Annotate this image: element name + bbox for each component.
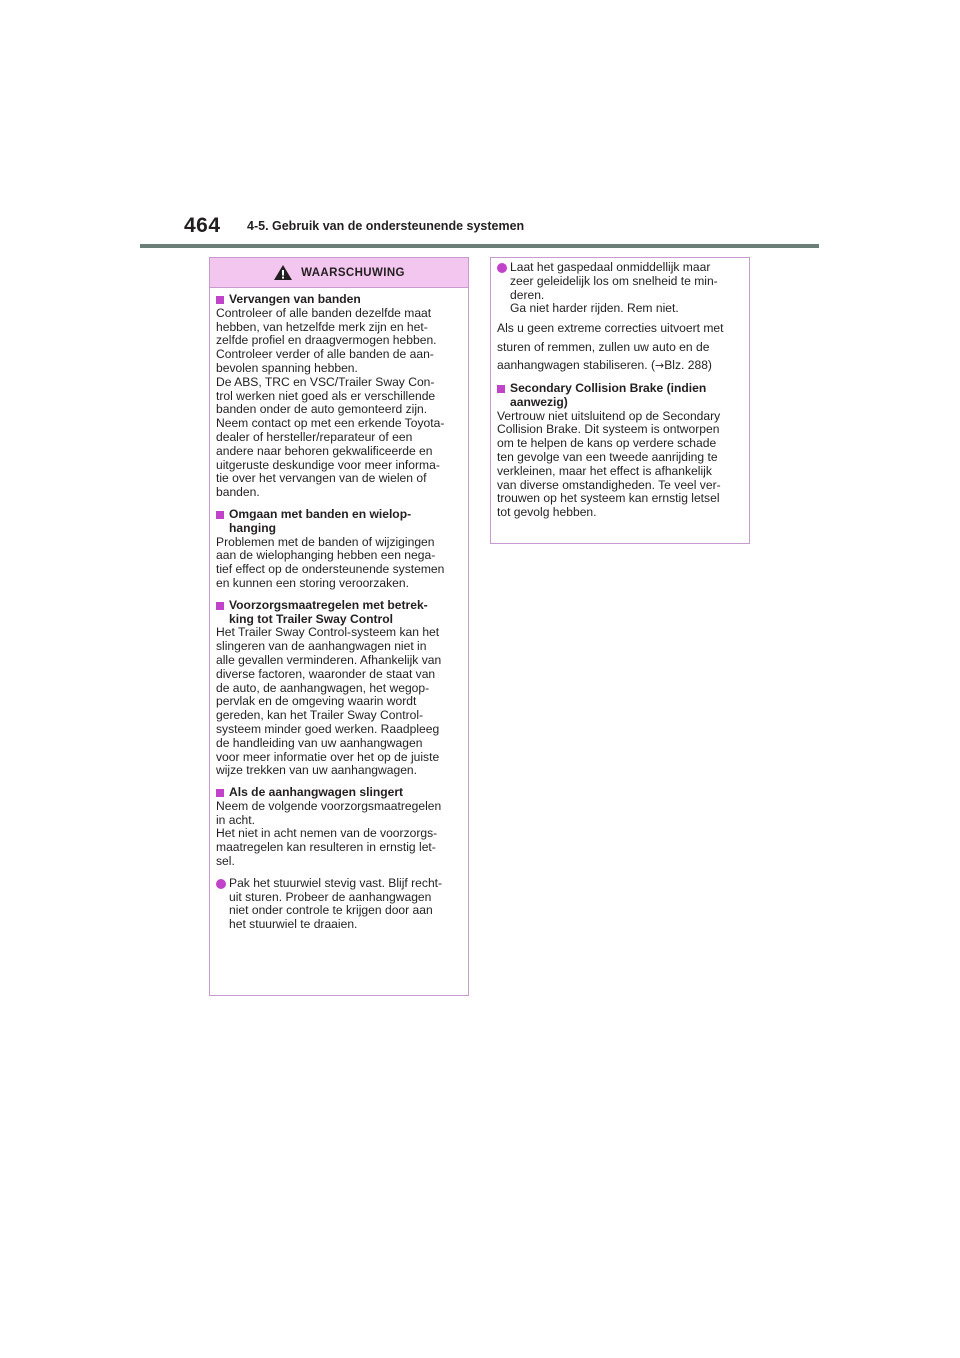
- section-collision-brake: [497, 382, 744, 520]
- square-bullet-icon: [497, 385, 505, 393]
- page-number: 464: [184, 214, 221, 237]
- stabilize-line: Als u geen extreme correcties uitvoert met: [497, 321, 724, 336]
- page-reference-link[interactable]: Blz. 288): [664, 358, 712, 373]
- warning-header: [210, 258, 468, 288]
- section-body: Problemen met de banden of wijzigingen aan de wielophanging hebben een nega- tief effect op de ondersteunende systemen en kunnen een storing veroorzaken.: [216, 534, 445, 590]
- section-body: Neem de volgende voorzorgsmaatregelen in acht. Het niet in acht nemen van de voorzorgs- maatregelen kan resulteren in ernstig let- sel.: [216, 798, 442, 869]
- section-heading: [216, 599, 463, 627]
- section-title: 4-5. Gebruik van de ondersteunende systemen: [247, 219, 525, 233]
- stabilize-line: sturen of remmen, zullen uw auto en de: [497, 339, 710, 354]
- warning-box: [209, 257, 469, 996]
- warning-triangle-icon: [273, 264, 293, 281]
- warning-content-continued: [491, 258, 749, 520]
- header-rule: [140, 244, 819, 248]
- stabilize-paragraph: [497, 319, 744, 376]
- square-bullet-icon: [216, 296, 224, 304]
- section-heading: [216, 508, 463, 536]
- section-heading: [497, 382, 744, 410]
- round-bullet-icon: [497, 263, 507, 273]
- warning-title: WAARSCHUWING: [301, 266, 405, 279]
- bullet-text: Pak het stuurwiel stevig vast. Blijf recht- uit sturen. Probeer de aanhangwagen niet onder controle te krijgen door aan het stuurwiel te draaien.: [229, 875, 443, 932]
- stabilize-text: aanhangwagen stabiliseren. (: [497, 358, 655, 373]
- heading-text: Omgaan met banden en wielop- hanging: [229, 506, 412, 535]
- heading-text: Voorzorgsmaatregelen met betrek- king tot Trailer Sway Control: [229, 597, 428, 626]
- section-trailer-swaying: [216, 786, 463, 869]
- stabilize-line: [497, 356, 744, 376]
- bullet-item: [497, 261, 744, 316]
- section-body: Controleer of alle banden dezelfde maat hebben, van hetzelfde merk zijn en het- zelfde profiel en draagvermogen hebben. Controleer verder of alle banden de aan- bevolen spanning hebben. De ABS, TRC en VSC/Trailer Sway Con- trol werken niet goed als er verschillende banden onder de auto gemonteerd zijn. Neem contact op met een erkende Toyota- dealer of hersteller/reparateur of een andere naar behoren gekwalificeerde en uitgeruste deskundige voor meer informa- tie over het vervangen van de wielen of banden.: [216, 305, 445, 500]
- square-bullet-icon: [216, 602, 224, 610]
- bullet-text: Laat het gaspedaal onmiddellijk maar zeer geleidelijk los om snelheid te min- deren. Ga niet harder rijden. Rem niet.: [510, 260, 718, 316]
- warning-content: [210, 288, 468, 932]
- warning-box-continued: [490, 257, 750, 544]
- section-tyre-replacement: [216, 293, 463, 500]
- section-heading: [216, 293, 463, 307]
- heading-text: Secondary Collision Brake (indien aanwezig): [510, 380, 707, 409]
- square-bullet-icon: [216, 789, 224, 797]
- section-body: Vertrouw niet uitsluitend op de Secondary Collision Brake. Dit systeem is ontworpen om te helpen de kans op verdere schade ten gevolge van een tweede aanrijding te verkleinen, maar het effect is afhankelijk van diverse omstandigheden. Te veel ver- trouwen op het systeem kan ernstig letsel tot gevolg hebben.: [497, 408, 721, 520]
- section-body: Het Trailer Sway Control-systeem kan het slingeren van de aanhangwagen niet in alle gevallen verminderen. Afhankelijk van diverse factoren, waaronder de staat van de auto, de aanhangwagen, het wegop- pervlak en de omgeving waarin wordt gereden, kan het Trailer Sway Control- systeem minder goed werken. Raadpleeg de handleiding van uw aanhangwagen voor meer informatie over het op de juiste wijze trekken van uw aanhangwagen.: [216, 625, 442, 778]
- heading-text: Als de aanhangwagen slingert: [229, 785, 404, 800]
- section-trailer-sway: [216, 599, 463, 778]
- section-heading: [216, 786, 463, 800]
- arrow-right-icon: →: [655, 359, 665, 373]
- heading-text: Vervangen van banden: [229, 292, 361, 306]
- section-tyres-suspension: [216, 508, 463, 591]
- round-bullet-icon: [216, 879, 226, 889]
- bullet-item: [216, 877, 463, 932]
- square-bullet-icon: [216, 511, 224, 519]
